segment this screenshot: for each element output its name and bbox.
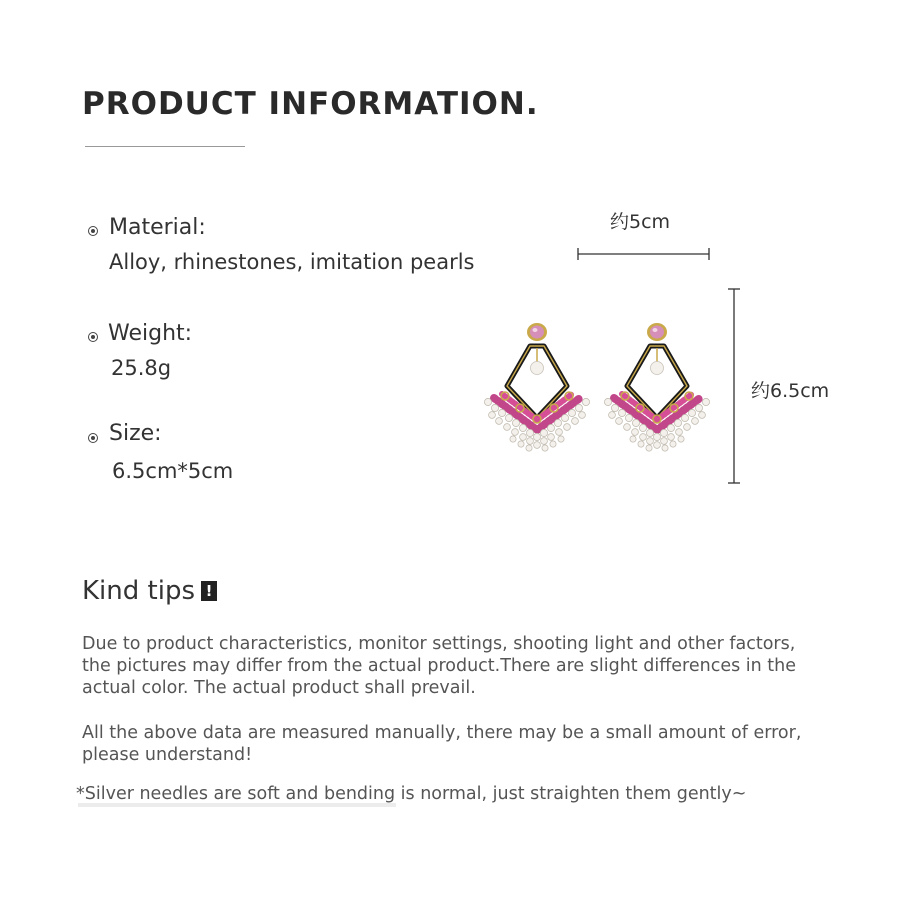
bullet-icon	[88, 433, 98, 443]
title-divider	[85, 146, 245, 147]
page-title: PRODUCT INFORMATION.	[82, 86, 539, 122]
height-dimension-line	[724, 286, 744, 486]
height-dimension-label: 约6.5cm	[751, 380, 830, 402]
spec-material-value: Alloy, rhinestones, imitation pearls	[109, 250, 475, 274]
kind-tips-title: Kind tips	[82, 576, 195, 606]
bullet-icon	[88, 226, 98, 236]
spec-material-label: Material:	[109, 215, 206, 240]
tips-paragraph-disclaimer: Due to product characteristics, monitor settings, shooting light and other factors, the pictures may differ from the actual product.There are slight differences in the actual color. The actual product shall prevail.	[82, 634, 796, 698]
tips-paragraph-measurement: All the above data are measured manually, there may be a small amount of error, please understand!	[82, 723, 802, 765]
spec-weight-label: Weight:	[108, 321, 193, 346]
warning-icon: !	[201, 581, 217, 601]
width-dimension-label: 约5cm	[610, 211, 671, 233]
bullet-icon	[88, 332, 98, 342]
spec-size-label: Size:	[109, 421, 162, 446]
width-dimension-line	[575, 245, 715, 263]
spec-size-value: 6.5cm*5cm	[112, 459, 234, 483]
spec-weight-value: 25.8g	[111, 356, 172, 380]
kind-tips-heading	[82, 576, 217, 606]
pearl-tassel-earrings-illustration	[480, 318, 720, 453]
tips-note-silver-needles: *Silver needles are soft and bending is normal, just straighten them gently~	[76, 784, 747, 804]
